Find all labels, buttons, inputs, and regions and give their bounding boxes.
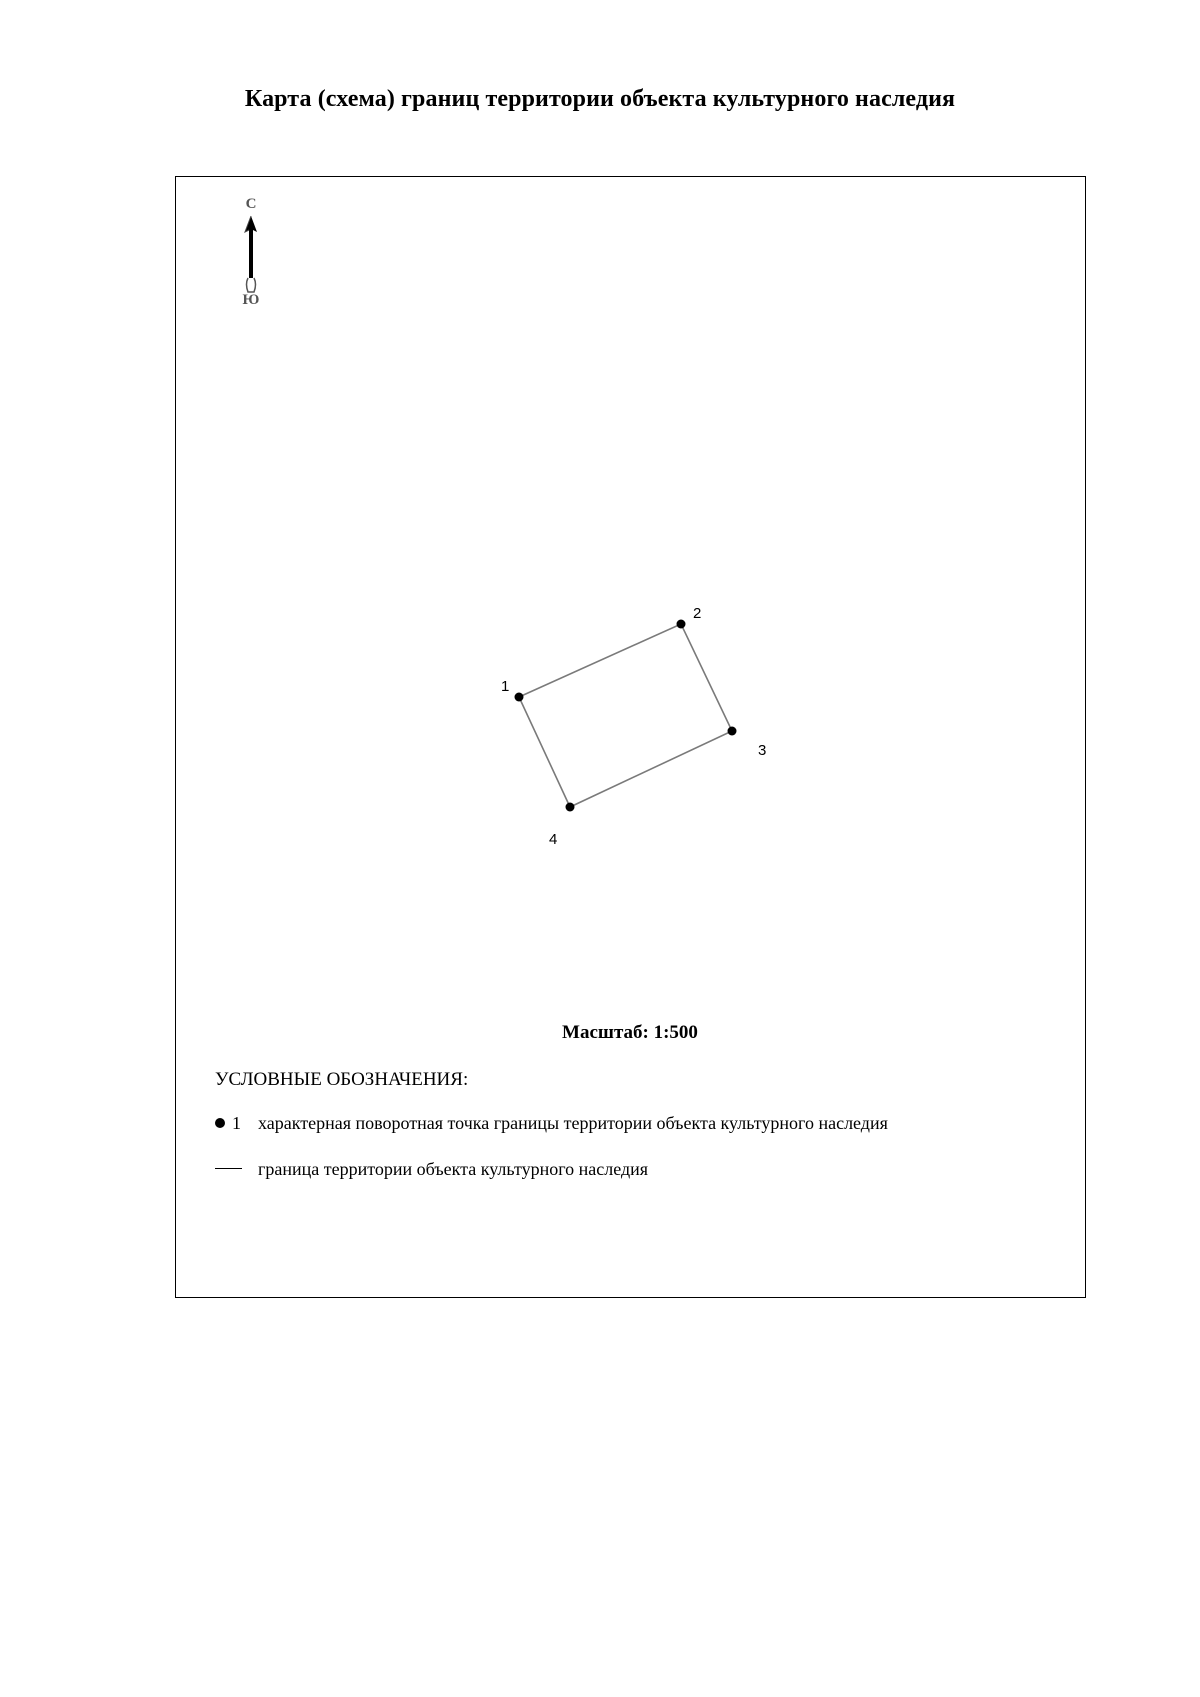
scale-label: Масштаб: 1:500	[562, 1022, 698, 1043]
legend-line-description: граница территории объекта культурного наследия	[258, 1159, 649, 1179]
boundary-point-1	[515, 693, 524, 702]
territory-boundary	[519, 624, 732, 807]
north-label: С	[245, 196, 257, 212]
boundary-point-label-4: 4	[549, 831, 558, 848]
boundary-point-4	[566, 803, 575, 812]
boundary-point-label-2: 2	[693, 605, 702, 622]
legend-point-description: характерная поворотная точка границы территории объекта культурного наследия	[258, 1113, 888, 1133]
boundary-point-label-1: 1	[501, 678, 510, 695]
legend-item-line	[215, 1159, 648, 1180]
legend-point-number: 1	[232, 1113, 241, 1133]
line-symbol-icon	[215, 1168, 242, 1169]
boundary-point-label-3: 3	[758, 742, 767, 759]
boundary-point-2	[677, 620, 686, 629]
point-symbol-icon	[215, 1118, 225, 1128]
boundary-point-3	[728, 727, 737, 736]
legend-item-point	[215, 1113, 888, 1134]
page-title: Карта (схема) границ территории объекта культурного наследия	[244, 86, 956, 112]
south-label: Ю	[242, 292, 260, 308]
legend-title: УСЛОВНЫЕ ОБОЗНАЧЕНИЯ:	[215, 1069, 469, 1090]
